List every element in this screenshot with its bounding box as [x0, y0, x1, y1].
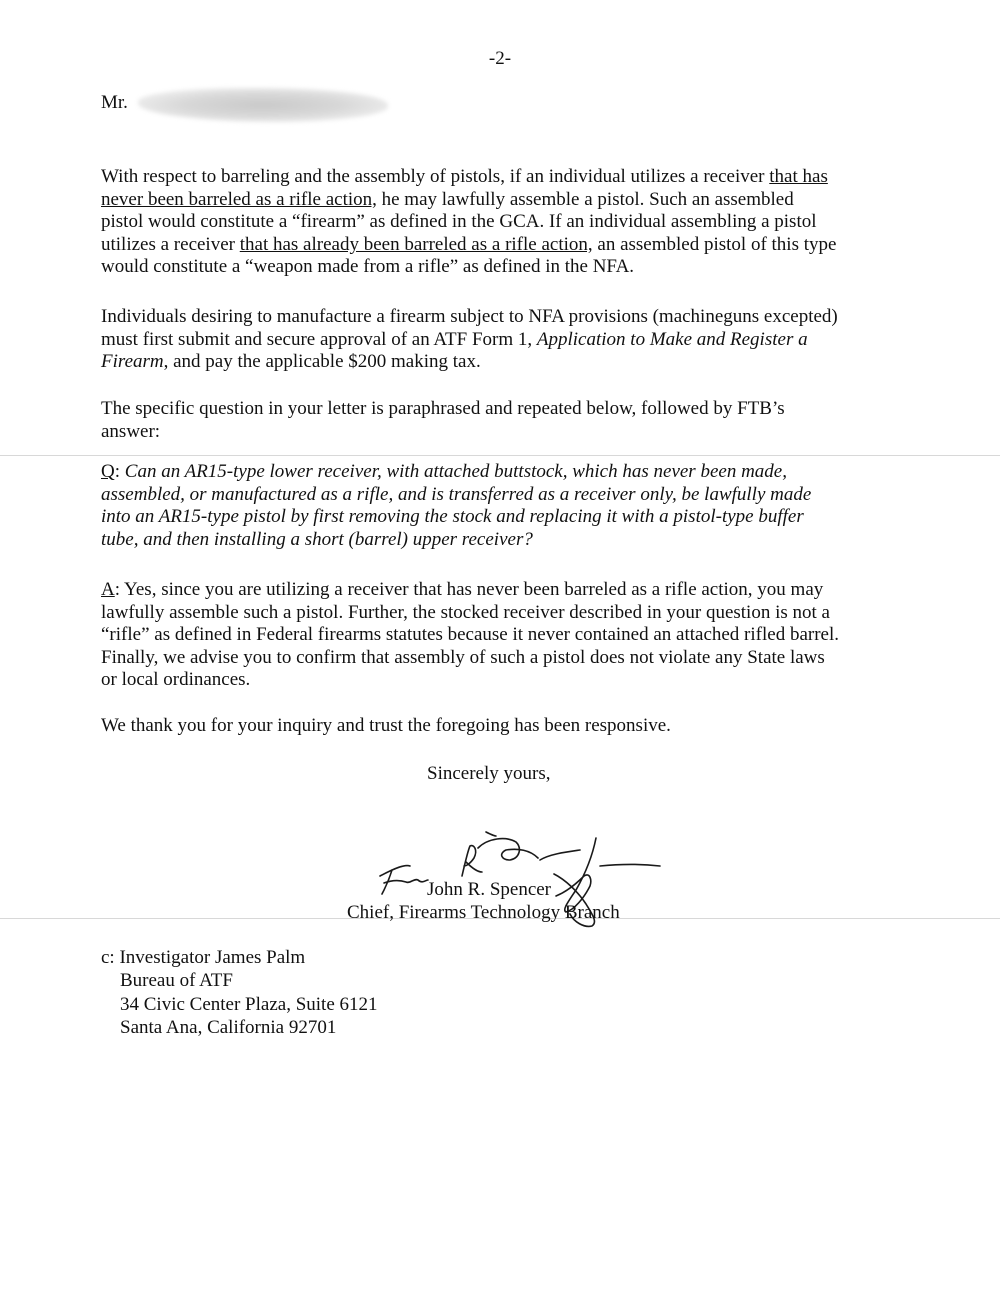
redacted-name [138, 88, 388, 122]
page-number: -2- [488, 48, 512, 69]
paragraph-barreling: With respect to barreling and the assembly of pistols, if an individual utilizes a receiver that has never been barreled as a rifle action, he may lawfully assemble a pistol. Such an assembled pistol would constitute a “firearm” as defined in the GCA. If an individual assembling a pistol utilizes a receiver that has already been barreled as a rifle action, an assembled pistol of this type would constitute a “weapon made from a rifle” as defined in the NFA. [101, 166, 837, 278]
paragraph-thanks: We thank you for your inquiry and trust the foregoing has been responsive. [101, 715, 671, 736]
salutation: Mr. [101, 92, 128, 113]
paragraph-question-intro: The specific question in your letter is paraphrased and repeated below, followed by FTB’s answer: [101, 398, 785, 442]
cc-city: Santa Ana, California 92701 [120, 1016, 337, 1038]
paragraph-nfa: Individuals desiring to manufacture a firearm subject to NFA provisions (machineguns excepted) must first submit and secure approval of an ATF Form 1, Application to Make and Register a Firearm, and pay the applicable $200 making tax. [101, 306, 838, 373]
answer-block: A: Yes, since you are utilizing a receiver that has never been barreled as a rifle action, you may lawfully assemble such a pistol. Further, the stocked receiver described in your question is not a “rifle” as defined in Federal firearms statutes because it never contained an attached rifled barrel. Finally, we advise you to confirm that assembly of such a pistol does not violate any State laws or local ordinances. [101, 579, 840, 691]
carbon-copy-block [101, 946, 378, 1039]
question-block: Q: Can an AR15-type lower receiver, with attached buttstock, which has never been made, assembled, or manufactured as a rifle, and is transferred as a receiver only, be lawfully made into an AR15-type pistol by first removing the stock and replacing it with a pistol-type buffer tube, and then installing a short (barrel) upper receiver? [101, 461, 812, 550]
cc-address: 34 Civic Center Plaza, Suite 6121 [120, 993, 378, 1015]
closing: Sincerely yours, [427, 763, 551, 784]
scan-artifact-line [0, 455, 1000, 456]
signer-name: John R. Spencer [427, 879, 552, 900]
signer-title: Chief, Firearms Technology Branch [347, 902, 620, 923]
cc-recipient: c: Investigator James Palm [101, 947, 306, 968]
cc-org: Bureau of ATF [120, 970, 233, 992]
